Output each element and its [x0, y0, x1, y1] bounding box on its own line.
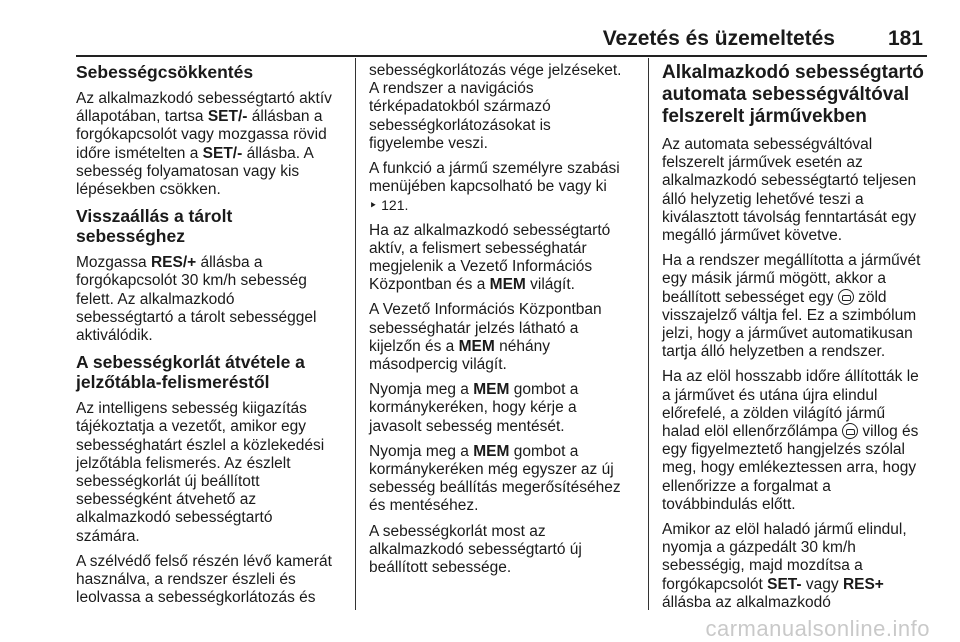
page-title: Vezetés és üzemeltetés [602, 27, 835, 50]
text-line: A funkció a jármű személyre szabási [369, 160, 620, 178]
text-line: felszerelt járművek esetén az [662, 154, 863, 172]
text-fragment: állapotában, tartsa [76, 108, 208, 126]
text-line: sebességtartó a tárolt sebességgel [76, 308, 317, 326]
text-line: menüjében kapcsolható be vagy ki [369, 178, 607, 196]
column-2 [369, 62, 635, 584]
mem-label: MEM [473, 442, 510, 460]
text-fragment: Nyomja meg a [369, 381, 474, 399]
heading-resume-speed: Visszaállás a tárolt sebességhez [76, 206, 233, 247]
text-line: forgókapcsolót 30 km/h sebesség [76, 272, 307, 290]
text-line: Amikor az elöl haladó jármű elindul, [662, 521, 907, 539]
text-line: Az automata sebességváltóval [662, 136, 873, 153]
text-line: Ha az alkalmazkodó sebességtartó [369, 221, 611, 239]
switch-position: RES/+ [150, 254, 197, 272]
mem-label: MEM [458, 337, 495, 355]
heading-line: A sebességkorlát átvétele a [76, 352, 305, 373]
text-fragment: beállított sebességet egy [662, 288, 838, 306]
text-fragment: állásba. A [242, 144, 314, 162]
text-line: alkalmazkodó sebességtartó [76, 509, 273, 527]
column-divider-1 [355, 58, 356, 610]
paragraph [662, 368, 930, 514]
text-line: térképadatokból származó [369, 98, 551, 116]
heading-line: Alkalmazkodó sebességtartó [662, 62, 924, 83]
text-fragment: néhány [494, 337, 550, 355]
vehicle-ahead-icon [842, 423, 858, 439]
text-fragment: Nyomja meg a [369, 442, 474, 460]
text-line: állásba az alkalmazkodó [662, 593, 831, 611]
text-line: előrefelé, a zölden világító jármű [662, 404, 886, 422]
text-line: beállított sebessége. [369, 559, 512, 577]
paragraph [369, 523, 635, 578]
text-line: meg, hogy emlékeztessen arra, hogy [662, 459, 917, 477]
paragraph [369, 443, 635, 516]
text-line: sebességhatár jelzés látható a [369, 319, 579, 337]
text-line: A sebességkorlát most az [369, 522, 546, 540]
text-line: jelzőtábla felismerés. Az észlelt [76, 454, 291, 472]
text-line: nyomja a gázpedált 30 km/h [662, 539, 856, 557]
text-fragment: gombot a [509, 442, 579, 460]
text-line: A szélvédő felső részén lévő kamerát [76, 552, 332, 570]
text-fragment: zöld [853, 288, 887, 306]
text-line: Ha az elöl hosszabb időre állították le [662, 368, 919, 386]
text-line: álló helyzetig lehetővé teszi a [662, 190, 864, 208]
text-line: használva, a rendszer észleli és [76, 571, 296, 589]
text-line: továbbindulás előtt. [662, 495, 796, 513]
text-line: kormánykeréken, hogy kérje a [369, 399, 577, 417]
text-line: sebességkorlát új beállított [76, 473, 260, 491]
column-divider-2 [648, 58, 649, 610]
paragraph [369, 301, 635, 374]
switch-position: SET- [767, 575, 802, 593]
heading-automatic-transmission [662, 62, 930, 128]
text-line: sebességig, majd mozdítsa a [662, 557, 863, 575]
text-line: sebesség folyamatosan vagy kis [76, 162, 300, 180]
text-line: javasolt sebesség mentését. [369, 417, 565, 435]
text-line: alkalmazkodó sebességtartó teljesen [662, 172, 917, 190]
text-fragment: villog és [858, 423, 919, 441]
paragraph [369, 381, 635, 436]
mem-label: MEM [473, 381, 510, 399]
text-fragment: időre ismételten a [76, 144, 203, 162]
text-line: figyelembe veszi. [369, 134, 488, 152]
text-line: alkalmazkodó sebességtartó új [369, 540, 582, 558]
text-line: leolvassa a sebességkorlátozás és [76, 589, 316, 607]
text-fragment: Mozgassa [76, 254, 151, 272]
paragraph [76, 400, 344, 546]
paragraph [369, 62, 635, 153]
text-line: jelzi, hogy a járművet automatikusan [662, 325, 913, 343]
column-1 [76, 62, 344, 614]
heading-speed-decrease: Sebességcsökkentés [76, 62, 254, 82]
heading-line: automata sebességváltóval [662, 84, 910, 105]
text-line: a járművet és utána újra elindul [662, 386, 878, 404]
paragraph [662, 252, 930, 361]
text-fragment: kijelzőn és a [369, 337, 459, 355]
text-line: aktiválódik. [76, 327, 153, 345]
text-fragment: forgókapcsolót [662, 575, 768, 593]
text-fragment: állásban a [247, 108, 323, 126]
text-line: egy figyelmeztető hangjelzés szólal [662, 441, 905, 459]
text-line: aktív, a felismert sebességhatár [369, 239, 587, 257]
text-line: ellenőrizze a forgalmat a [662, 477, 831, 495]
mem-label: MEM [489, 276, 526, 294]
paragraph [369, 222, 635, 295]
text-fragment: vagy [801, 575, 843, 593]
text-fragment: állásba a [196, 254, 263, 272]
paragraph [369, 160, 635, 215]
text-fragment: világít. [525, 276, 575, 294]
switch-position: RES+ [842, 575, 884, 593]
paragraph [76, 254, 344, 345]
page-header [76, 26, 927, 54]
text-line: A rendszer a navigációs [369, 80, 534, 98]
text-line: forgókapcsolót vagy mozgassa rövid [76, 126, 327, 144]
heading-line: jelzőtábla-felismeréstől [76, 372, 270, 393]
text-line: egy másik jármű mögött, akkor a [662, 270, 886, 288]
text-line: Az alkalmazkodó sebességtartó aktív [76, 90, 332, 107]
text-line: számára. [76, 527, 140, 545]
vehicle-ahead-icon [838, 289, 854, 305]
text-line: másodpercig világít. [369, 356, 507, 374]
text-line: Ha a rendszer megállította a járművét [662, 252, 921, 270]
text-line: sebességként átvehető az [76, 491, 257, 509]
text-line: felett. Az alkalmazkodó [76, 290, 235, 308]
paragraph [662, 521, 930, 612]
text-fragment: Központban és a [369, 276, 490, 294]
text-line: kormánykeréken még egyszer az új [369, 461, 614, 479]
text-line: tartja álló helyzetben a rendszer. [662, 343, 886, 361]
paragraph [662, 136, 930, 245]
paragraph [76, 90, 344, 199]
switch-position: SET/- [207, 108, 248, 126]
paragraph [76, 553, 344, 608]
text-line: sebességhatárt észlel a közlekedési [76, 436, 325, 454]
switch-position: SET/- [202, 144, 243, 162]
page-number: 181 [887, 27, 923, 50]
text-line: megálló járművet követve. [662, 227, 843, 245]
text-line: lépésekben csökken. [76, 181, 221, 199]
text-fragment: halad elöl ellenőrzőlámpa [662, 423, 843, 441]
page-reference-link[interactable]: ‣ 121. [369, 197, 409, 214]
text-line: sebességkorlátozás vége jelzéseket. [369, 62, 622, 79]
text-line: visszajelző váltja fel. Ez a szimbólum [662, 306, 917, 324]
text-line: sebességkorlátozásokat is [369, 116, 551, 134]
text-line: A Vezető Információs Központban [369, 301, 602, 319]
heading-line: felszerelt járművekben [662, 106, 867, 127]
heading-sign-recognition [76, 352, 344, 392]
text-line: megjelenik a Vezető Információs [369, 258, 593, 276]
header-divider [76, 55, 927, 57]
text-line: sebesség beállítás megerősítéséhez [369, 479, 621, 497]
text-line: kiválasztott távolság fenntartását egy [662, 208, 917, 226]
watermark: carmanualsonline.info [705, 616, 930, 641]
text-line: tájékoztatja a vezetőt, amikor egy [76, 418, 307, 436]
text-line: Az intelligens sebesség kiigazítás [76, 400, 307, 418]
column-3 [662, 62, 930, 619]
text-line: és mentéséhez. [369, 497, 479, 515]
text-fragment: gombot a [509, 381, 579, 399]
